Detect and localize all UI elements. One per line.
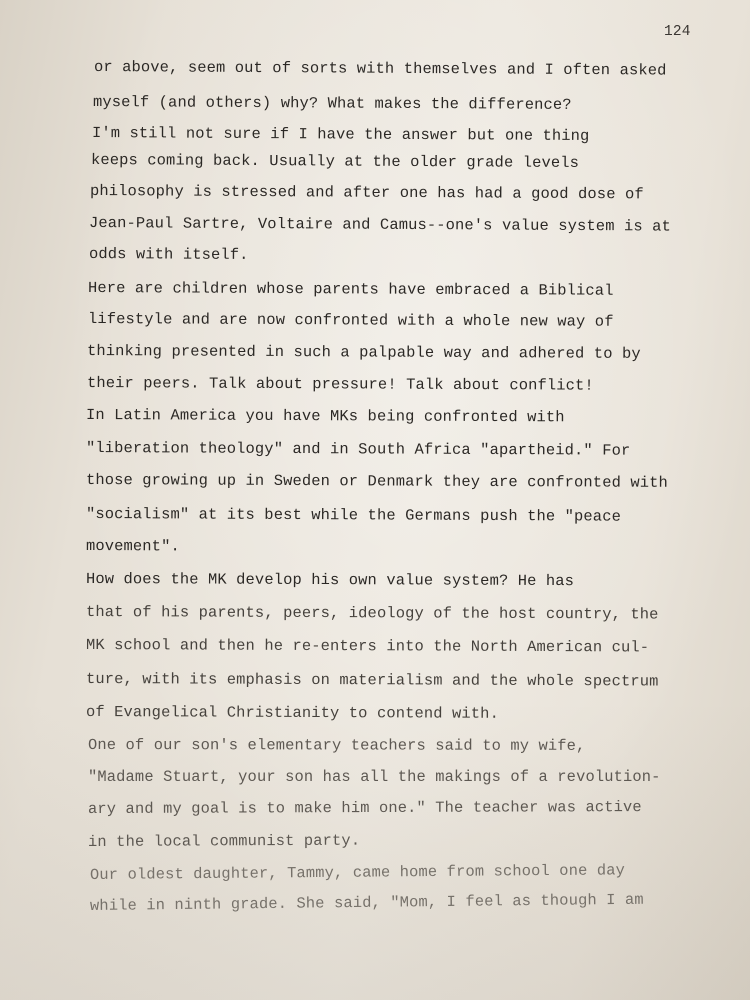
text-line: Here are children whose parents have embraced a Biblical	[87, 279, 614, 300]
text-line: MK school and then he re-enters into the North American cul-	[85, 636, 650, 657]
text-line: or above, seem out of sorts with themselves and I often asked	[93, 58, 667, 80]
text-line: Our oldest daughter, Tammy, came home from school one day	[89, 861, 626, 884]
text-line: Jean-Paul Sartre, Voltaire and Camus--one's value system is at	[88, 214, 671, 236]
text-line: of Evangelical Christianity to contend with.	[85, 703, 500, 723]
text-line: ture, with its emphasis on materialism and the whole spectrum	[85, 670, 659, 691]
text-line: those growing up in Sweden or Denmark they are confronted with	[85, 471, 668, 492]
text-line: "liberation theology" and in South Africa "apartheid." For	[85, 439, 631, 460]
text-line: keeps coming back. Usually at the older grade levels	[90, 151, 580, 172]
text-line: philosophy is stressed and after one has had a good dose of	[89, 182, 644, 204]
text-line: their peers. Talk about pressure! Talk about conflict!	[86, 374, 594, 395]
text-line: movement".	[85, 537, 180, 556]
page-number: 124	[664, 24, 691, 40]
text-line: while in ninth grade. She said, "Mom, I feel as though I am	[89, 890, 644, 915]
text-line: How does the MK develop his own value system? He has	[85, 570, 575, 591]
text-line: myself (and others) why? What makes the difference?	[92, 93, 572, 114]
text-line: lifestyle and are now confronted with a whole new way of	[87, 310, 614, 331]
text-line: odds with itself.	[88, 245, 249, 264]
text-line: that of his parents, peers, ideology of the host country, the	[85, 603, 659, 624]
text-line: I'm still not sure if I have the answer but one thing	[91, 124, 590, 146]
text-line: In Latin America you have MKs being confronted with	[85, 406, 565, 427]
text-line: One of our son's elementary teachers said to my wife,	[87, 736, 586, 755]
text-line: ary and my goal is to make him one." The teacher was active	[87, 798, 642, 818]
text-line: in the local communist party.	[87, 831, 361, 851]
text-line: "socialism" at its best while the Germans push the "peace	[85, 505, 622, 526]
text-line: thinking presented in such a palpable way and adhered to by	[86, 342, 641, 363]
text-line: "Madame Stuart, your son has all the makings of a revolution-	[88, 768, 661, 786]
